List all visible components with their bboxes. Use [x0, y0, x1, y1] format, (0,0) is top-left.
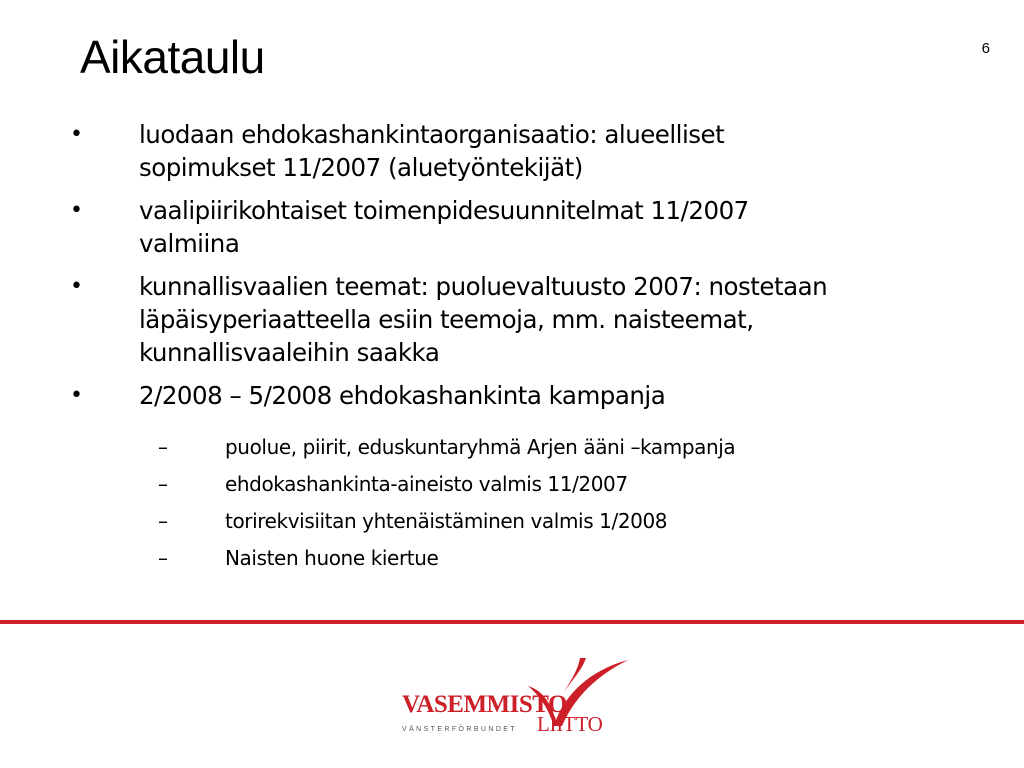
bullet-item-1	[0, 118, 1024, 184]
bullet-item-2	[0, 194, 1024, 260]
sub-bullet-item-2	[0, 471, 1024, 498]
bullet-line: valmiina	[139, 229, 240, 258]
bullet-marker: •	[70, 383, 83, 408]
sub-bullet-item-4	[0, 545, 1024, 572]
dash-marker: –	[158, 509, 168, 533]
bullet-line: luodaan ehdokashankintaorganisaatio: alueelliset	[139, 120, 725, 149]
page-number: 6	[981, 40, 990, 57]
slide-title: Aikataulu	[80, 31, 265, 83]
logo-word-liitto: LIITTO	[537, 712, 603, 736]
bullet-list	[0, 118, 1024, 422]
sub-bullet-item-1	[0, 434, 1024, 461]
red-divider	[0, 620, 1024, 624]
bullet-marker: •	[70, 274, 83, 299]
bullet-marker: •	[70, 122, 83, 147]
bullet-line: läpäisyperiaatteella esiin teemoja, mm. naisteemat,	[139, 305, 754, 334]
dash-marker: –	[158, 472, 168, 496]
sub-bullet-text: ehdokashankinta-aineisto valmis 11/2007	[225, 472, 628, 496]
bullet-line: sopimukset 11/2007 (aluetyöntekijät)	[139, 153, 583, 182]
sub-bullet-list	[0, 434, 1024, 572]
sub-bullet-text: torirekvisiitan yhtenäistäminen valmis 1/2008	[225, 509, 668, 533]
sub-bullet-text: Naisten huone kiertue	[225, 546, 439, 570]
bullet-line: vaalipiirikohtaiset toimenpidesuunnitelmat 11/2007	[139, 196, 749, 225]
logo-word-vasemmisto: VASEMMISTO	[402, 691, 567, 718]
bullet-marker: •	[70, 198, 83, 223]
bullet-item-4	[0, 379, 1024, 412]
dash-marker: –	[158, 546, 168, 570]
sub-bullet-item-3	[0, 508, 1024, 535]
bullet-item-3	[0, 270, 1024, 369]
bullet-line: kunnallisvaalien teemat: puoluevaltuusto 2007: nostetaan	[139, 272, 828, 301]
vasemmistoliitto-logo	[400, 656, 640, 746]
logo-subtitle: VÄNSTERFÖRBUNDET	[402, 726, 518, 733]
bullet-line: kunnallisvaaleihin saakka	[139, 338, 440, 367]
dash-marker: –	[158, 435, 168, 459]
sub-bullet-text: puolue, piirit, eduskuntaryhmä Arjen ääni –kampanja	[225, 435, 736, 459]
bullet-line: 2/2008 – 5/2008 ehdokashankinta kampanja	[139, 381, 666, 410]
